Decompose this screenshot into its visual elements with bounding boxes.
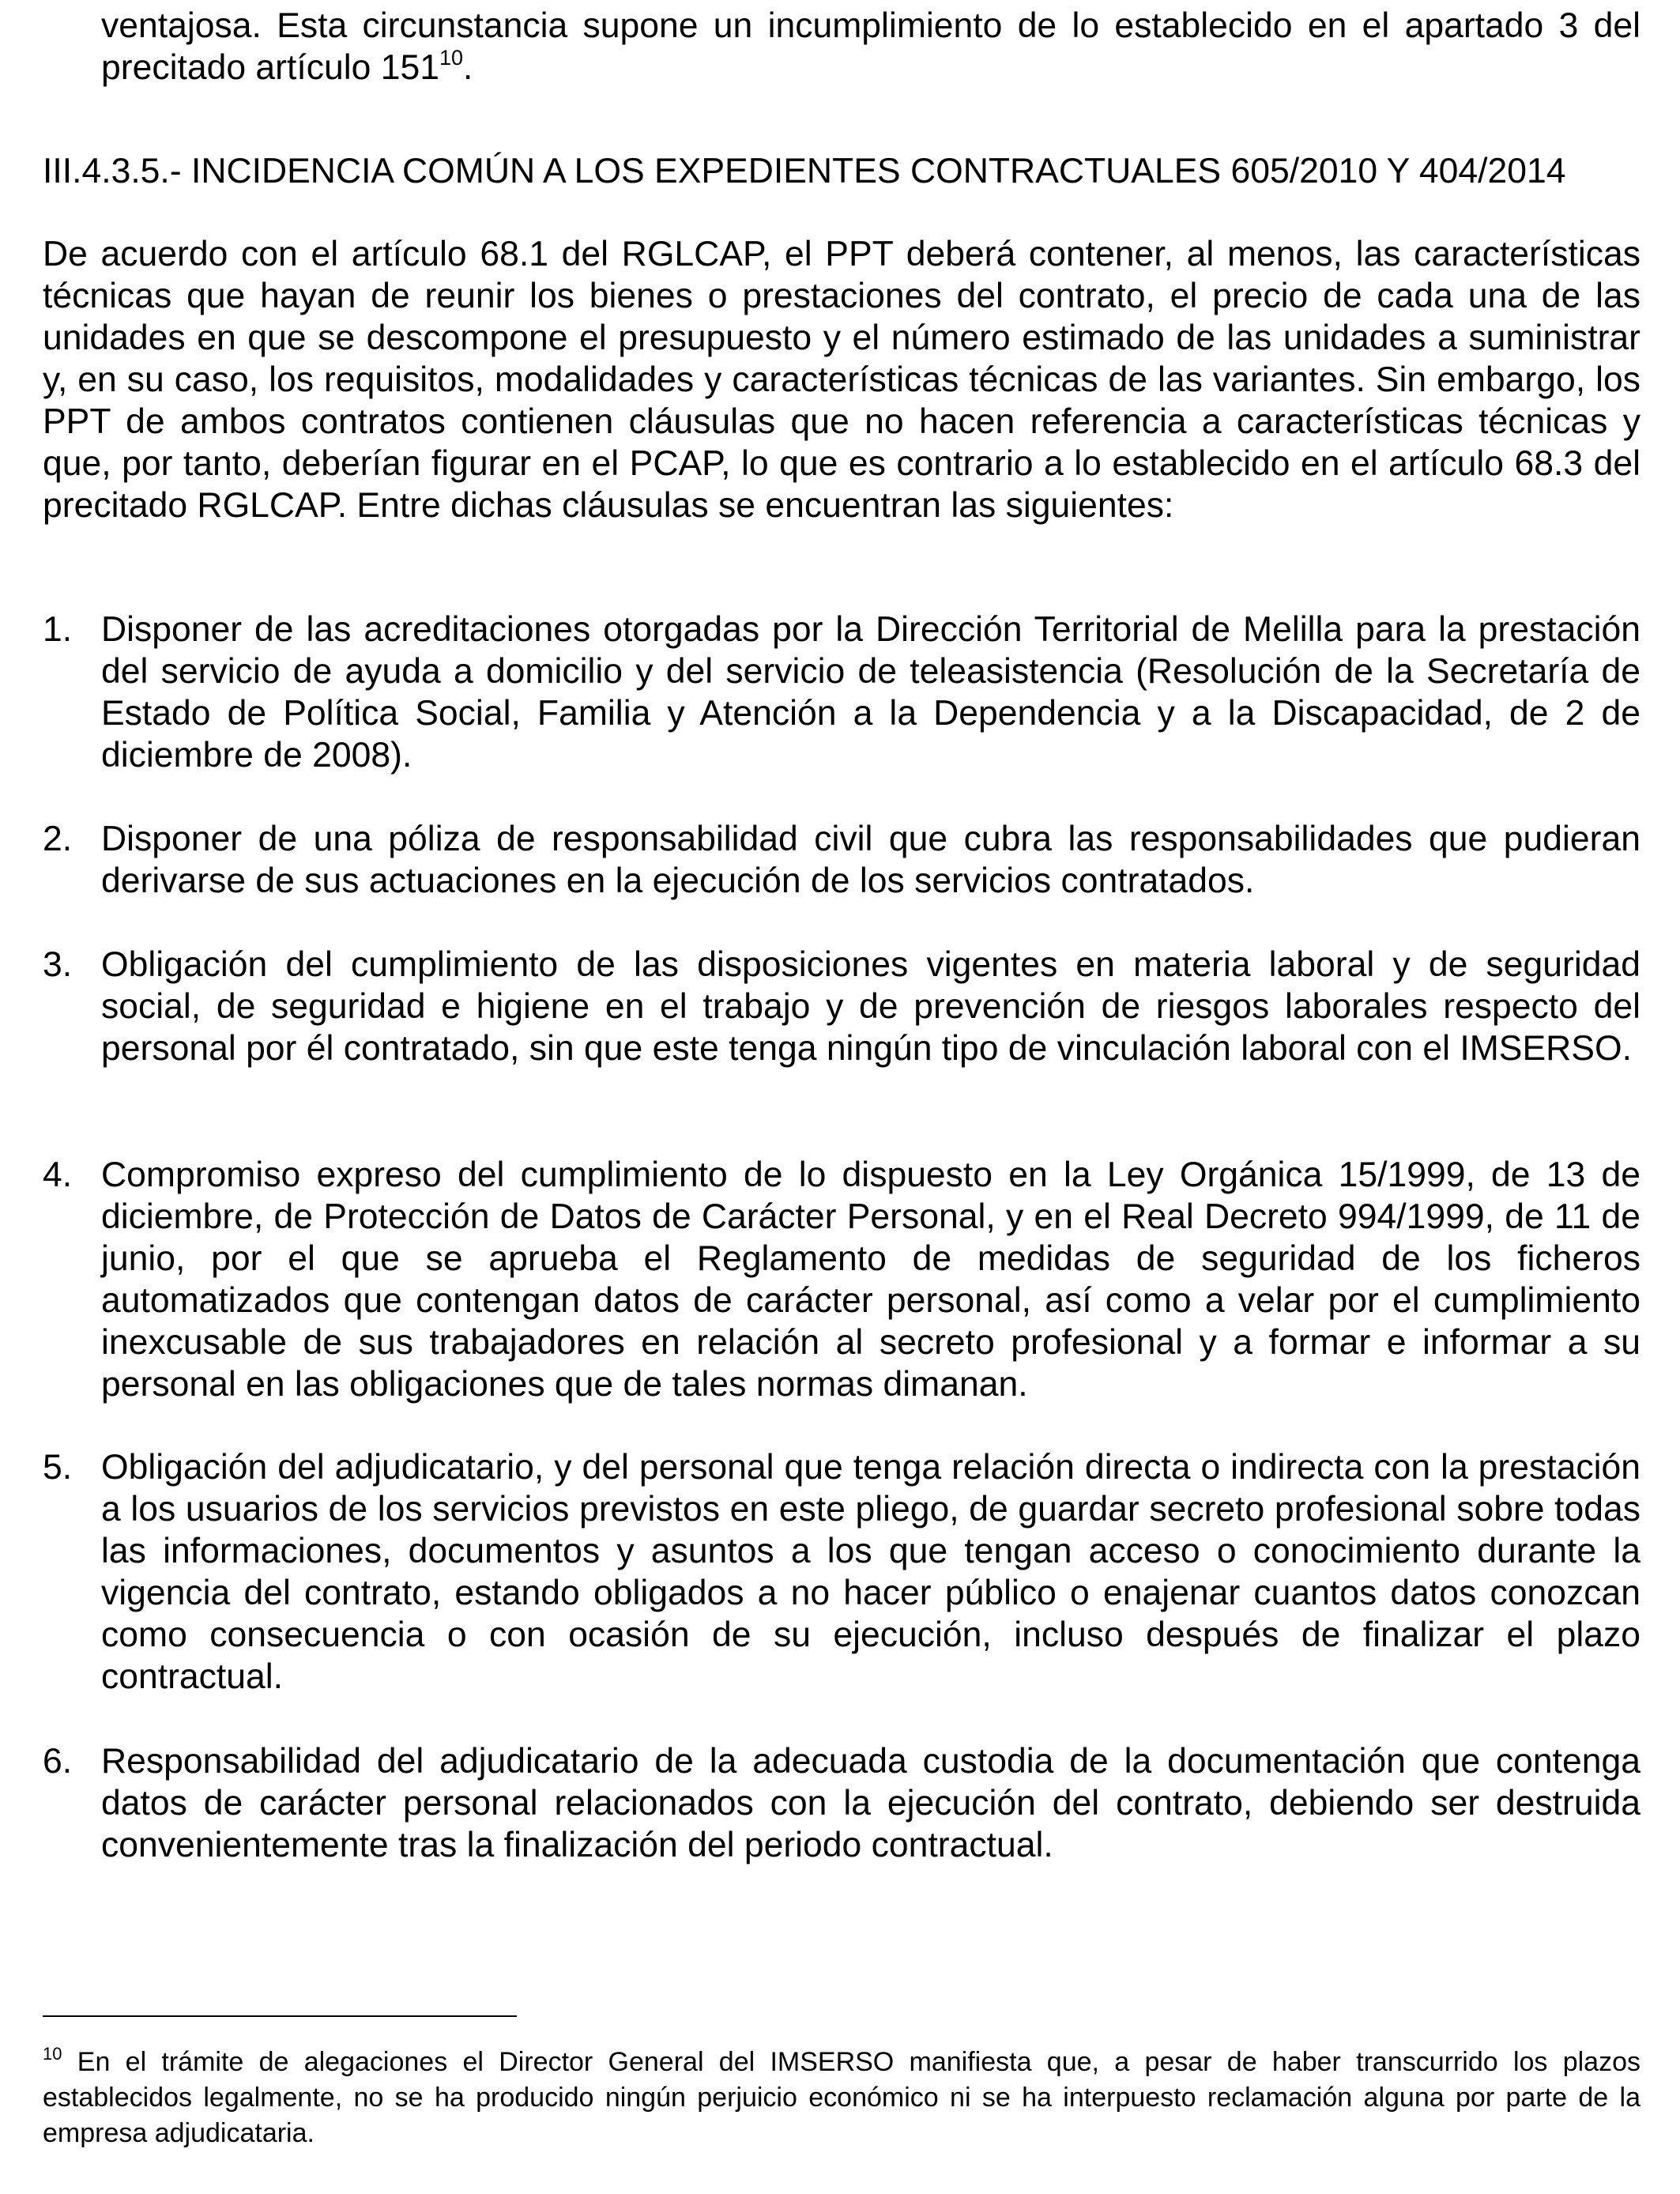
list-item: [43, 1740, 1640, 1866]
continuation-end: .: [463, 48, 473, 87]
list-item-text: Disponer de una póliza de responsabilidad civil que cubra las responsabilidades que pudieran derivarse de sus actuaciones en la ejecución de los servicios contratados.: [101, 820, 1640, 900]
document-page: [43, 0, 1640, 2148]
list-item: [43, 609, 1640, 776]
footnote: [43, 2045, 1640, 2151]
continuation-paragraph: [101, 5, 1640, 89]
footnote-reference: 10: [439, 46, 464, 70]
list-item-number: 3.: [43, 945, 73, 984]
continuation-text: ventajosa. Esta circunstancia supone un incumplimiento de lo establecido en el apartado 3 del precitado artículo 151: [101, 6, 1640, 87]
list-item-text: Disponer de las acreditaciones otorgadas por la Dirección Territorial de Melilla para la prestación del servicio de ayuda a domicilio y del servicio de teleasistencia (Resolución de la Secretaría de Estado de Política Social, Familia y Atención a la Dependencia y a la Discapacidad, de 2 de diciembre de 2008).: [101, 610, 1640, 775]
list-item: [43, 944, 1640, 1069]
list-item-text: Obligación del cumplimiento de las disposiciones vigentes en materia laboral y de seguridad social, de seguridad e higiene en el trabajo y de prevención de riesgos laborales respecto del personal por él contratado, sin que este tenga ningún tipo de vinculación laboral con el IMSERSO.: [101, 945, 1640, 1068]
footnote-number: 10: [43, 2043, 62, 2064]
list-item-number: 5.: [43, 1448, 73, 1487]
list-item: [43, 818, 1640, 902]
list-item-number: 1.: [43, 610, 73, 649]
list-item-number: 2.: [43, 820, 73, 858]
list-item-text: Compromiso expreso del cumplimiento de lo dispuesto en la Ley Orgánica 15/1999, de 13 de diciembre, de Protección de Datos de Carácter Personal, y en el Real Decreto 994/1999, de 11 de junio, por el que se aprueba el Reglamento de medidas de seguridad de los ficheros automatizados que contengan datos de carácter personal, así como a velar por el cumplimiento inexcusable de sus trabajadores en relación al secreto profesional y a formar e informar a su personal en las obligaciones que de tales normas dimanan.: [101, 1155, 1640, 1404]
section-heading: III.4.3.5.- INCIDENCIA COMÚN A LOS EXPEDIENTES CONTRACTUALES 605/2010 Y 404/2014: [43, 152, 1566, 190]
list-item-number: 4.: [43, 1155, 73, 1194]
footnote-separator: [43, 2015, 517, 2017]
list-item: [43, 1446, 1640, 1698]
list-item-text: Responsabilidad del adjudicatario de la adecuada custodia de la documentación que contenga datos de carácter personal relacionados con la ejecución del contrato, debiendo ser destruida convenientemente tras la finalización del periodo contractual.: [101, 1742, 1640, 1864]
list-item-number: 6.: [43, 1742, 73, 1781]
list-item-text: Obligación del adjudicatario, y del personal que tenga relación directa o indirecta con la prestación a los usuarios de los servicios previstos en este pliego, de guardar secreto profesional sobre todas las informaciones, documentos y asuntos a los que tengan acceso o conocimiento durante la vigencia del contrato, estando obligados a no hacer público o enajenar cuantos datos conozcan como consecuencia o con ocasión de su ejecución, incluso después de finalizar el plazo contractual.: [101, 1448, 1640, 1696]
list-item: [43, 1154, 1640, 1405]
intro-paragraph: De acuerdo con el artículo 68.1 del RGLCAP, el PPT deberá contener, al menos, las características técnicas que hayan de reunir los bienes o prestaciones del contrato, el precio de cada una de las unidades en que se descompone el presupuesto y el número estimado de las unidades a suministrar y, en su caso, los requisitos, modalidades y características técnicas de las variantes. Sin embargo, los PPT de ambos contratos contienen cláusulas que no hacen referencia a características técnicas y que, por tanto, deberían figurar en el PCAP, lo que es contrario a lo establecido en el artículo 68.3 del precitado RGLCAP. Entre dichas cláusulas se encuentran las siguientes:: [43, 235, 1640, 525]
footnote-text: En el trámite de alegaciones el Director General del IMSERSO manifiesta que, a pesar de haber transcurrido los plazos establecidos legalmente, no se ha producido ningún perjuicio económico ni se ha interpuesto reclamación alguna por parte de la empresa adjudicataria.: [43, 2047, 1640, 2148]
